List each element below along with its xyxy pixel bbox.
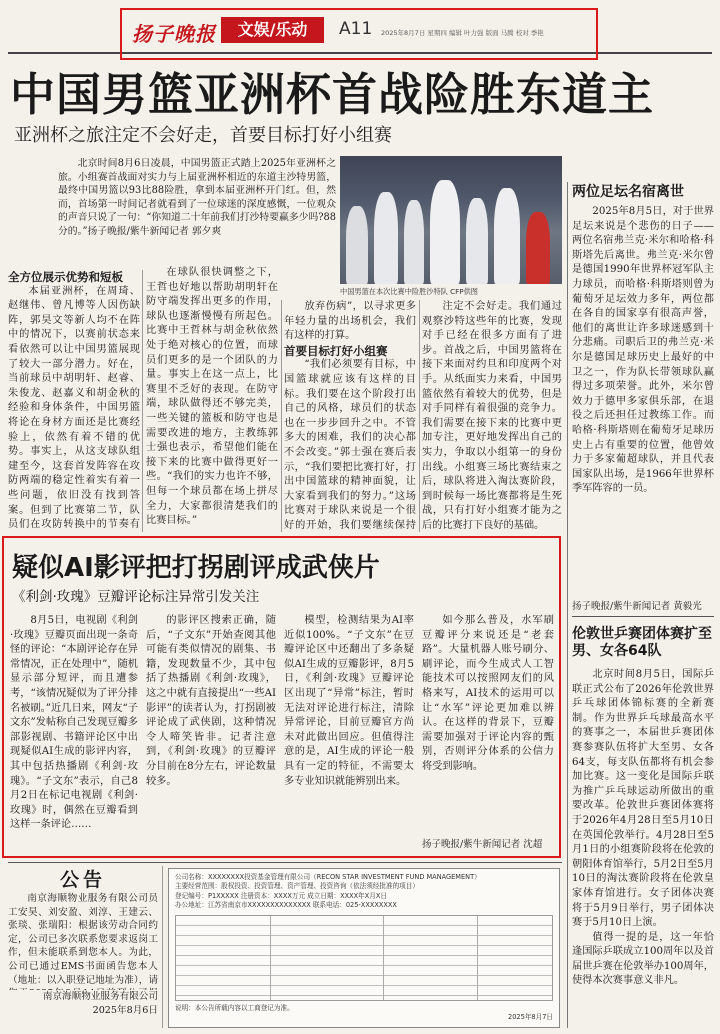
feature-col1-text: 8月5日，电视剧《利剑·玫瑰》豆瓣页面出现一条奇怪的评论：“本剧评论存在异常情况，正在处理中”，随机显示部分短评，而且遭参考，“该情况疑似为了评分排名被刷。”近几日来，网友“子文东”发帖称自己发现豆瓣多部影视剧、书籍评论区中出现疑似AI生成的影评内容，其中包括热播剧《利剑·玫瑰》。“子文东”表示，自己8月2日在标记电视剧《利剑·玫瑰》时，偶然在豆瓣看到这样一条评论…… bbox=[10, 615, 138, 831]
sidebar-story1-credit: 扬子晚报/紫牛新闻记者 黄毅光 bbox=[572, 601, 702, 612]
main-col3-subhead: 首要目标打好小组赛 bbox=[284, 343, 388, 358]
main-col2-text: 在球队很快调整之下，王哲也好地以帮助胡明轩在防守端发挥出更多的作用，球队也逐渐慢慢有所起色。比赛中王哲林与胡金秋依然处于绝对核心的位置，而球员们更多的是一个团队的力量。事实上在这一点上，比赛里不乏好的表现。在防守端，球队做得还不够完美，一些关键的篮板和防守也是需要改进的地方，主教练郭士强也表示，希望他们能在接下来的比赛中做得更好一些。“我们的实力也许不够，但每一个球员都在场上拼尽全力，大家都很清楚我们的比赛目标。” bbox=[146, 267, 278, 527]
player-silhouette bbox=[526, 212, 550, 284]
feature-col4-text: 如今那么普及，水军刷豆瓣评分来说还是“老套路”。大量机器人账号刷分、刷评论，而今生成式人工智能技术可以按照网友们的风格来写，AI技术的运用可以让“水军”评论更加难以辨认。在这样的背景下，豆瓣需要加强对于评论内容的甄别，否则评分体系的公信力将受到影响。 bbox=[422, 615, 554, 772]
notice-date: 2025年8月6日 bbox=[92, 1005, 158, 1016]
player-silhouette bbox=[494, 188, 520, 284]
feature-col3-text: 模型，检测结果为AI率近似100%。“子文东”在豆瓣评论区中还翻出了多条疑似AI生成的豆瓣影评，8月5日，《利剑·玫瑰》豆瓣评论区出现了“异常”标注，暂时无法对评论进行标注，清除异常评论，目前豆瓣官方尚未对此做出回应。但值得注意的是，AI生成的评论一般具有一定的特征，不需要太多专业知识就能辨别出来。 bbox=[284, 615, 414, 787]
sidebar-story2 bbox=[572, 668, 714, 1028]
main-lead-text: 北京时间8月6日凌晨，中国男篮正式踏上2025年亚洲杯之旅。小组赛首战面对实力与上届亚洲杯相近的东道主沙特男篮，最终中国男篮以93比88险胜，拿到本届亚洲杯开门红。但，然而，首场第一时间记者就看到了一位球迷的深度感慨，一位观众的声音只说了一句：“你知道二十年前我们打沙特要赢多少吗?88分的。”扬子晚报/紫牛新闻记者 郭夕爽 bbox=[58, 158, 336, 237]
feature-col-2 bbox=[146, 614, 276, 852]
main-col1-subhead: 全方位展示优势和短板 bbox=[8, 270, 123, 284]
section-label: 文娱/乐动 bbox=[237, 20, 308, 39]
feature-headline: 疑似AI影评把打拐剧评成武侠片 bbox=[12, 553, 380, 583]
bottom-rule bbox=[8, 862, 562, 863]
player-silhouette bbox=[430, 180, 460, 284]
column-divider bbox=[419, 300, 420, 532]
main-col-4 bbox=[422, 300, 562, 532]
feature-col-4 bbox=[422, 614, 554, 838]
sidebar-rule bbox=[572, 616, 714, 617]
notice-text: 南京海顺物业服务有限公司员工安昊、刘安盈、刘淳、王建云、张琰、张瑞阳：根据该劳动合同约定，公司已多次联系您要求返岗工作，但未能联系到您本人。为此，公司已通过EMS书面函告您本人（地址：以入职登记地址为准），请 bbox=[8, 893, 158, 986]
ad-text-line: 登记编号：P1XXXXX 注册资本：XXXX万元 成立日期：XXXX年X月X日 bbox=[175, 891, 387, 900]
ad-text-lines bbox=[175, 873, 553, 911]
masthead-highlight-box bbox=[120, 8, 598, 60]
sidebar-story2-title: 伦敦世乒赛团体赛扩至男、女各64队 bbox=[572, 626, 712, 659]
notice-title: 公告 bbox=[59, 869, 106, 891]
main-subheadline: 亚洲杯之旅注定不会好走，首要目标打好小组赛 bbox=[14, 125, 392, 146]
notice-sign: 南京海顺物业服务有限公司 bbox=[42, 991, 158, 1002]
feature-col2-text: 的影评区搜索正确，随后，“子文东”开始查阅其他可能有类似情况的剧集、书籍，发现数量不少，其中包括了热播剧《利剑·玫瑰》，这之中就有直接提出“一些AI影评”的读者认为，打拐剧被评论成了武侠剧，这种情况令人啼笑皆非。记者注意到，《利剑·玫瑰》的豆瓣评分目前在8分左右，评论数量较多。 bbox=[146, 615, 276, 787]
sidebar-story1 bbox=[572, 205, 714, 600]
ad-table-note: 说明：本公告所载内容以工商登记为准。 bbox=[175, 1003, 294, 1012]
main-col-1 bbox=[8, 270, 140, 532]
feature-col-1 bbox=[10, 614, 138, 852]
ad-text-line: 公司名称：XXXXXXXX投资基金管理有限公司（RECON STAR INVESTMENT FUND MANAGEMENT） bbox=[175, 873, 481, 881]
column-divider bbox=[162, 866, 163, 1028]
player-silhouette bbox=[374, 192, 398, 284]
player-silhouette bbox=[404, 200, 424, 284]
main-col3-text-a: 放弃伤病”，以寻求更多年轻力量的出场机会，我们有这样的打算。 bbox=[284, 301, 416, 342]
main-lead bbox=[58, 157, 336, 267]
sidebar-story1-title: 两位足坛名宿离世 bbox=[572, 184, 684, 200]
sidebar-divider bbox=[567, 182, 568, 1028]
ad-table bbox=[175, 915, 553, 1001]
notice-body bbox=[8, 892, 158, 990]
main-col1-text: 本届亚洲杯，在周琦、赵继伟、曾凡博等人因伤缺阵，郭昊文等新人均不在阵中的情况下，以赛前状态来看依然可以让中国男篮展现了较大一部分潜力。好在，当前球员中胡明轩、赵睿、朱俊龙、赵嘉义和胡金秋的经验和身体条件，中国男篮将论在身材方面还是比赛经验上，依然有着不错的优势。事实上，从这支球队组建至今，这套首发阵容在攻防两端的稳定性着实有着一些问题，依旧没有找到答案。但到了比赛第二节，队员们在攻防转换中的节奏有 bbox=[8, 285, 140, 531]
sidebar bbox=[572, 184, 714, 1030]
main-col3-text-b: “我们必须要有目标，中国篮球就应该有这样的目标。我们要在这个阶段打出自己的风格，球员们的状态也在一步步回升之中。不管多大的困难，我们的决心都不会改变。”郭士强在赛后表示，“我们要把比赛打好，打出中国篮球的精神面貌，让大家看到我们的努力。”这场比赛对于球队来说是一个很好的开始，我们要继续保持 bbox=[284, 359, 416, 531]
main-photo bbox=[340, 156, 562, 284]
masthead-meta: 2025年8月7日 星期四 编辑 叶力强 版面 马腾 校对 季艳 bbox=[381, 29, 544, 37]
player-silhouette bbox=[346, 206, 368, 284]
page-number: A11 bbox=[339, 19, 373, 39]
feature-subheadline: 《利剑·玫瑰》豆瓣评论标注异常引发关注 bbox=[12, 589, 260, 605]
company-ad bbox=[168, 868, 560, 1028]
column-divider bbox=[281, 300, 282, 532]
masthead-logo: 扬子晚报 bbox=[132, 22, 216, 46]
column-divider bbox=[142, 270, 143, 532]
photo-caption: 中国男篮在本次比赛中险胜沙特队 CFP供图 bbox=[340, 287, 478, 296]
notice bbox=[8, 868, 158, 1030]
player-silhouette bbox=[466, 198, 488, 284]
main-headline: 中国男篮亚洲杯首战险胜东道主 bbox=[10, 68, 655, 121]
feature-credit: 扬子晚报/紫牛新闻记者 沈超 bbox=[422, 839, 543, 850]
sidebar-story2-text: 北京时间8月5日，国际乒联正式公布了2026年伦敦世界乒乓球团体锦标赛的全新赛制。作为世界乒乓球最高水平的赛事之一，本届世乒赛团体赛参赛队伍将扩大至男、女各64支，每支队伍都将有机会参加比赛。这一变化是国际乒联为推广乒乓球运动所做出的重要改革。伦敦世乒赛团体赛将于2026年4月28日至5月10日在英国伦敦举行。4月28日至5月1日的小组赛阶段将在伦敦的朝阳体育馆举行，5月2日至5月10日的淘汰赛阶段将在伦敦皇家体育馆进行。女子团体决赛将于5月9日举行，男子团体决赛于5月10日上演。 bbox=[572, 669, 714, 929]
main-col-2 bbox=[146, 266, 278, 532]
ad-text-line: 主要经营范围：股权投资、投资管理、资产管理、投资咨询（依法须经批准的项目） bbox=[175, 882, 419, 891]
main-col-3 bbox=[284, 300, 416, 532]
ad-text-line: 办公地址：江苏省南京市XXXXXXXXXXXXXX 联系电话：025-XXXXXXXX bbox=[175, 901, 397, 910]
sidebar-story1-text: 2025年8月5日，对于世界足坛来说是个悲伤的日子——两位名宿弗兰克·米尔和哈格·科斯塔先后离世。弗兰克·米尔曾是德国1990年世界杯冠军队主力球员，而哈格·科斯塔则曾为葡萄牙足坛效力多年，两位都在各自的国家享有很高声誉，他们的离世让许多球迷感到十分悲痛。司职后卫的弗兰克·米尔是德国足球历史上最好的中卫之一，作为队长带领球队赢得过多项荣誉。此外，米尔曾效力于德甲多家俱乐部，在退役之后还担任过教练工作。而哈格·科斯塔则在葡萄牙足球历史上占有重要的位置，他曾效力于多家葡超球队，并且代表国家队出场，是1966年世界杯季军阵容的一员。 bbox=[572, 206, 714, 495]
sidebar-story2-end: 值得一提的是，这一年恰逢国际乒联成立100周年以及首届世乒赛在伦敦举办100周年，使得本次赛事意义非凡。 bbox=[572, 931, 714, 987]
feature-col-3 bbox=[284, 614, 414, 852]
main-col4-text: 注定不会好走。我们通过观察沙特这些年的比赛，发现对手已经在很多方面有了进步。首战之后，中国男篮将在接下来面对约旦和印度两个对手。从纸面实力来看，中国男篮依然有着较大的优势，但是对手同样有着很强的竞争力。我们需要在接下来的比赛中更加专注，更好地发挥出自己的实力，争取以小组第一的身份出线。小组赛三场比赛结束之后，球队将进入淘汰赛阶段，到时候每一场比赛都将是生死战，只有打好小组赛才能为之后的比赛打下良好的基础。 bbox=[422, 301, 562, 531]
ad-footer: 2025年8月7日 bbox=[508, 1012, 553, 1021]
